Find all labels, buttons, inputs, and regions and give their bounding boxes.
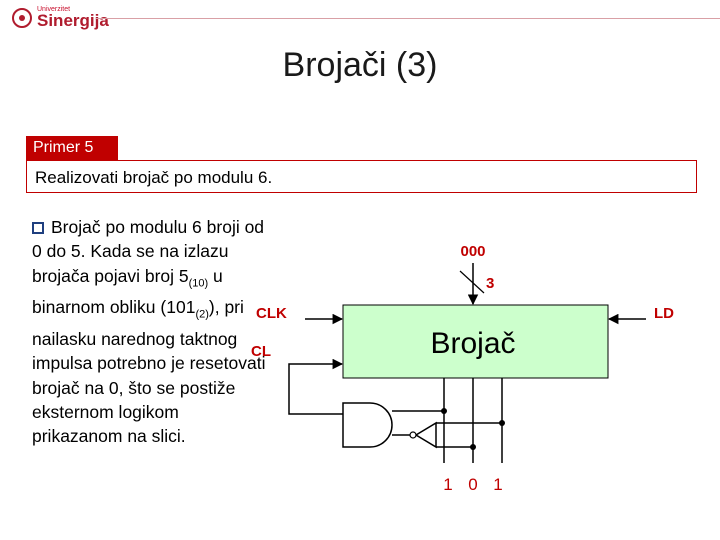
- cl-label: CL: [251, 343, 271, 360]
- inverter-gate: [416, 423, 436, 447]
- logo-super-text: Univerzitet: [37, 6, 71, 13]
- example-label: Primer 5: [26, 136, 118, 160]
- output-bit-label: 0: [468, 475, 478, 494]
- clk-label: CLK: [256, 305, 287, 322]
- body-text-part-2: u binarnom obliku (101: [32, 265, 223, 318]
- slide-title: Brojači (3): [282, 46, 438, 84]
- body-text-part-1: Brojač po modulu 6 broji od 0 do 5. Kada se na izlazu brojača pojavi broj 5: [32, 217, 265, 286]
- counter-label: Brojač: [430, 327, 516, 360]
- and-gate: [343, 403, 392, 447]
- body-subscript-2: (2): [195, 308, 209, 321]
- inverter-bubble: [410, 432, 416, 438]
- body-subscript-1: (10): [188, 277, 209, 290]
- bus-width-label: 3: [486, 275, 495, 292]
- output-bit-label: 1: [443, 475, 453, 494]
- ld-label: LD: [654, 305, 674, 322]
- cl-feedback-line: [289, 364, 342, 414]
- input-value-label: 000: [460, 243, 486, 260]
- output-bit-label: 1: [493, 475, 503, 494]
- bus-width-slash: [460, 271, 484, 293]
- junction-dot: [499, 420, 505, 426]
- example-task: Realizovati brojač po modulu 6.: [26, 160, 697, 193]
- logo-name: Sinergija: [37, 11, 109, 30]
- body-text-part-3: ), pri nailasku narednog taktnog impulsa potrebno je resetovati brojač na 0, što se postiže eksternom logikom prikazanom na slici.: [32, 297, 266, 447]
- junction-dot: [441, 408, 447, 414]
